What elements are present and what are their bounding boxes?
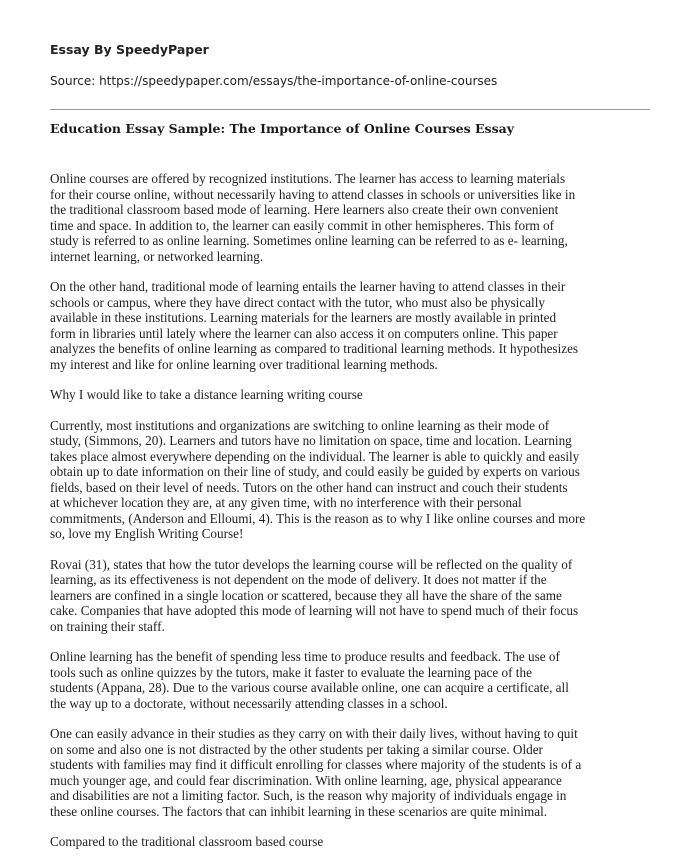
paragraph-line: learning, as its effectiveness is not dependent on the mode of delivery. It does not matter if the xyxy=(50,572,547,587)
essay-paragraph xyxy=(50,726,650,819)
paragraph-line: time and space. In addition to, the learner can easily commit in other hemispheres. This form of xyxy=(50,217,555,233)
essay-body xyxy=(50,171,650,865)
essay-paragraph xyxy=(50,387,650,403)
paragraph-line: form in libraries until lately where the learner can also access it on computers online. This paper xyxy=(50,325,558,341)
paragraph-line: On the other hand, traditional mode of learning entails the learner having to attend classes in their xyxy=(50,279,566,294)
paragraph-line: learners are confined in a single location or scattered, because they all have the share of the same xyxy=(50,587,562,603)
essay-paragraph xyxy=(50,279,650,372)
paragraph-line: Online courses are offered by recognized institutions. The learner has access to learning materials xyxy=(50,171,566,186)
paragraph-line: commitments, (Anderson and Elloumi, 4). This is the reason as to why I like online courses and more xyxy=(50,510,586,526)
source-url: Source: https://speedypaper.com/essays/the-importance-of-online-courses xyxy=(50,74,498,88)
paragraph-line: obtain up to date information on their line of study, and could easily be guided by experts on various xyxy=(50,464,580,479)
paragraph-line: One can easily advance in their studies as they carry on with their daily lives, without having to quit xyxy=(50,726,578,741)
paragraph-line: fields, based on their level of needs. Tutors on the other hand can instruct and couch their students xyxy=(50,479,568,495)
paragraph-line: students (Appana, 28). Due to the various course available online, one can acquire a certificate, all xyxy=(50,680,569,695)
publisher-title: Essay By SpeedyPaper xyxy=(50,42,209,57)
paragraph-line: my interest and like for online learning over traditional learning methods. xyxy=(50,356,438,372)
paragraph-line: Compared to the traditional classroom based course xyxy=(50,834,324,849)
paragraph-line: analyzes the benefits of online learning as compared to traditional learning methods. It hypothesizes xyxy=(50,341,579,356)
essay-paragraph xyxy=(50,834,650,850)
paragraph-line: cake. Companies that have adopted this mode of learning will not have to spend much of their focus xyxy=(50,603,579,618)
essay-title: Education Essay Sample: The Importance of Online Courses Essay xyxy=(50,121,514,136)
paragraph-line: takes place almost everywhere depending on the individual. The learner is able to quickly and easily xyxy=(50,448,580,464)
paragraph-line: schools or campus, where they have direct contact with the tutor, who must also be physically xyxy=(50,294,545,310)
paragraph-line: study, (Simmons, 20). Learners and tutors have no limitation on space, time and location. Learning xyxy=(50,433,572,448)
paragraph-line: Why I would like to take a distance learning writing course xyxy=(50,387,363,402)
paragraph-line: the way up to a doctorate, without necessarily attending classes in a school. xyxy=(50,695,448,711)
paragraph-line: on training their staff. xyxy=(50,618,165,634)
essay-paragraph xyxy=(50,171,650,264)
paragraph-line: the traditional classroom based mode of learning. Here learners also create their own convenient xyxy=(50,202,559,217)
header-divider xyxy=(50,109,650,110)
paragraph-line: Online learning has the benefit of spending less time to produce results and feedback. The use of xyxy=(50,649,560,664)
paragraph-line: much younger age, and could fear discrimination. With online learning, age, physical appearance xyxy=(50,772,562,788)
paragraph-line: available in these institutions. Learning materials for the learners are mostly available in printed xyxy=(50,310,557,325)
paragraph-line: tools such as online quizzes by the tutors, make it faster to evaluate the learning pace of the xyxy=(50,664,532,680)
paragraph-line: Currently, most institutions and organizations are switching to online learning as their mode of xyxy=(50,417,550,433)
paragraph-line: these online courses. The factors that can inhibit learning in these scenarios are quite minimal. xyxy=(50,803,548,819)
paragraph-line: internet learning, or networked learning. xyxy=(50,248,264,264)
paragraph-line: for their course online, without necessarily having to attend classes in schools or universities like in xyxy=(50,186,576,202)
paragraph-line: study is referred to as online learning. Sometimes online learning can be referred to as e- learning, xyxy=(50,233,568,248)
paragraph-line: on some and also one is not distracted by the other students per taking a similar course. Older xyxy=(50,741,543,757)
essay-paragraph xyxy=(50,649,650,711)
essay-paragraph xyxy=(50,418,650,542)
paragraph-line: so, love my English Writing Course! xyxy=(50,526,244,541)
essay-paragraph xyxy=(50,557,650,635)
paragraph-line: students with families may find it difficult enrolling for classes where majority of the students is of a xyxy=(50,757,582,772)
paragraph-line: and disabilities are not a limiting factor. Such, is the reason why majority of individuals engage in xyxy=(50,788,567,803)
paragraph-line: Rovai (31), states that how the tutor develops the learning course will be reflected on the quality of xyxy=(50,556,573,572)
paragraph-line: at whichever location they are, at any given time, with no interference with their personal xyxy=(50,495,522,510)
